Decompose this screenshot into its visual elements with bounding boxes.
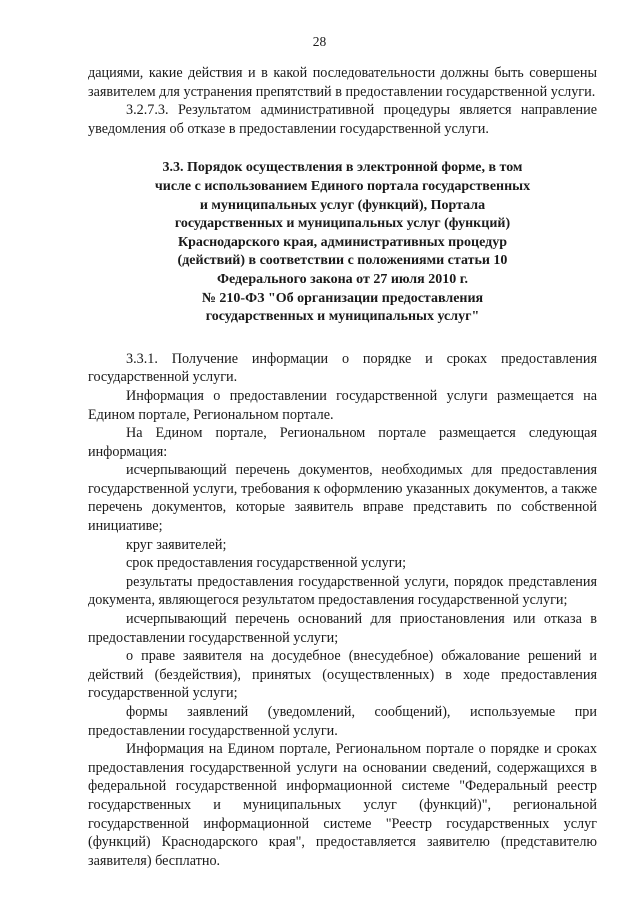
heading-line: и муниципальных услуг (функций), Портала bbox=[199, 197, 486, 213]
body-paragraph: На Едином портале, Региональном портале размещается следующая информация: bbox=[88, 425, 597, 460]
intro-paragraph-1: дациями, какие действия и в какой последовательности должны быть совершены заявителем для устранения препятствий в предоставлении государственной услуги. bbox=[88, 65, 597, 100]
body-paragraph: срок предоставления государственной услуги; bbox=[126, 555, 407, 572]
heading-line: числе с использованием Единого портала государственных bbox=[154, 178, 531, 194]
intro-paragraph-2: 3.2.7.3. Результатом административной процедуры является направление уведомления об отказе в предоставлении государственной услуги. bbox=[88, 102, 597, 137]
page-number: 28 bbox=[312, 34, 327, 49]
heading-line: Федерального закона от 27 июля 2010 г. bbox=[217, 271, 468, 287]
heading-line: (действий) в соответствии с положениями статьи 10 bbox=[177, 253, 508, 269]
heading-line: государственных и муниципальных услуг (функций) bbox=[174, 216, 511, 232]
body-paragraph: исчерпывающий перечень оснований для приостановления или отказа в предоставлении государственной услуги; bbox=[88, 611, 597, 646]
body-paragraph: исчерпывающий перечень документов, необходимых для предоставления государственной услуги, требования к оформлению указанных документов, а также перечень документов, которые заявитель вправе представить по собственной инициативе; bbox=[88, 462, 597, 535]
body-paragraph: о праве заявителя на досудебное (внесудебное) обжалование решений и действий (бездействия), принятых (осуществленных) в ходе предоставления государственной услуги; bbox=[88, 648, 597, 702]
heading-line: 3.3. Порядок осуществления в электронной форме, в том bbox=[162, 160, 523, 176]
body-paragraph: Информация на Едином портале, Региональном портале о порядке и сроках предоставления государственной услуги на основании сведений, содержащихся в федеральной государственной информационной системе "Федеральный реестр государственных и муниципальных услуг (функций)", региональной государственной информационной системе "Реестр государственных услуг (функций) Краснодарского края", предоставляется заявителю (представителю заявителя) бесплатно. bbox=[88, 741, 597, 869]
heading-line: № 210-ФЗ "Об организации предоставления bbox=[201, 290, 484, 306]
body-paragraph: Информация о предоставлении государственной услуги размещается на Едином портале, Региональном портале. bbox=[88, 387, 597, 423]
body-paragraph: круг заявителей; bbox=[126, 536, 227, 553]
section-heading bbox=[88, 159, 597, 326]
page-content bbox=[88, 64, 597, 870]
heading-line: государственных и муниципальных услуг" bbox=[205, 309, 480, 325]
body-paragraph: 3.3.1. Получение информации о порядке и сроках предоставления государственной услуги. bbox=[88, 350, 597, 386]
body-paragraph: формы заявлений (уведомлений, сообщений), используемые при предоставлении государственной услуги. bbox=[88, 704, 597, 739]
heading-line: Краснодарского края, административных процедур bbox=[177, 234, 508, 250]
body-paragraph: результаты предоставления государственной услуги, порядок представления документа, являющегося результатом предоставления государственной услуги; bbox=[88, 573, 597, 609]
